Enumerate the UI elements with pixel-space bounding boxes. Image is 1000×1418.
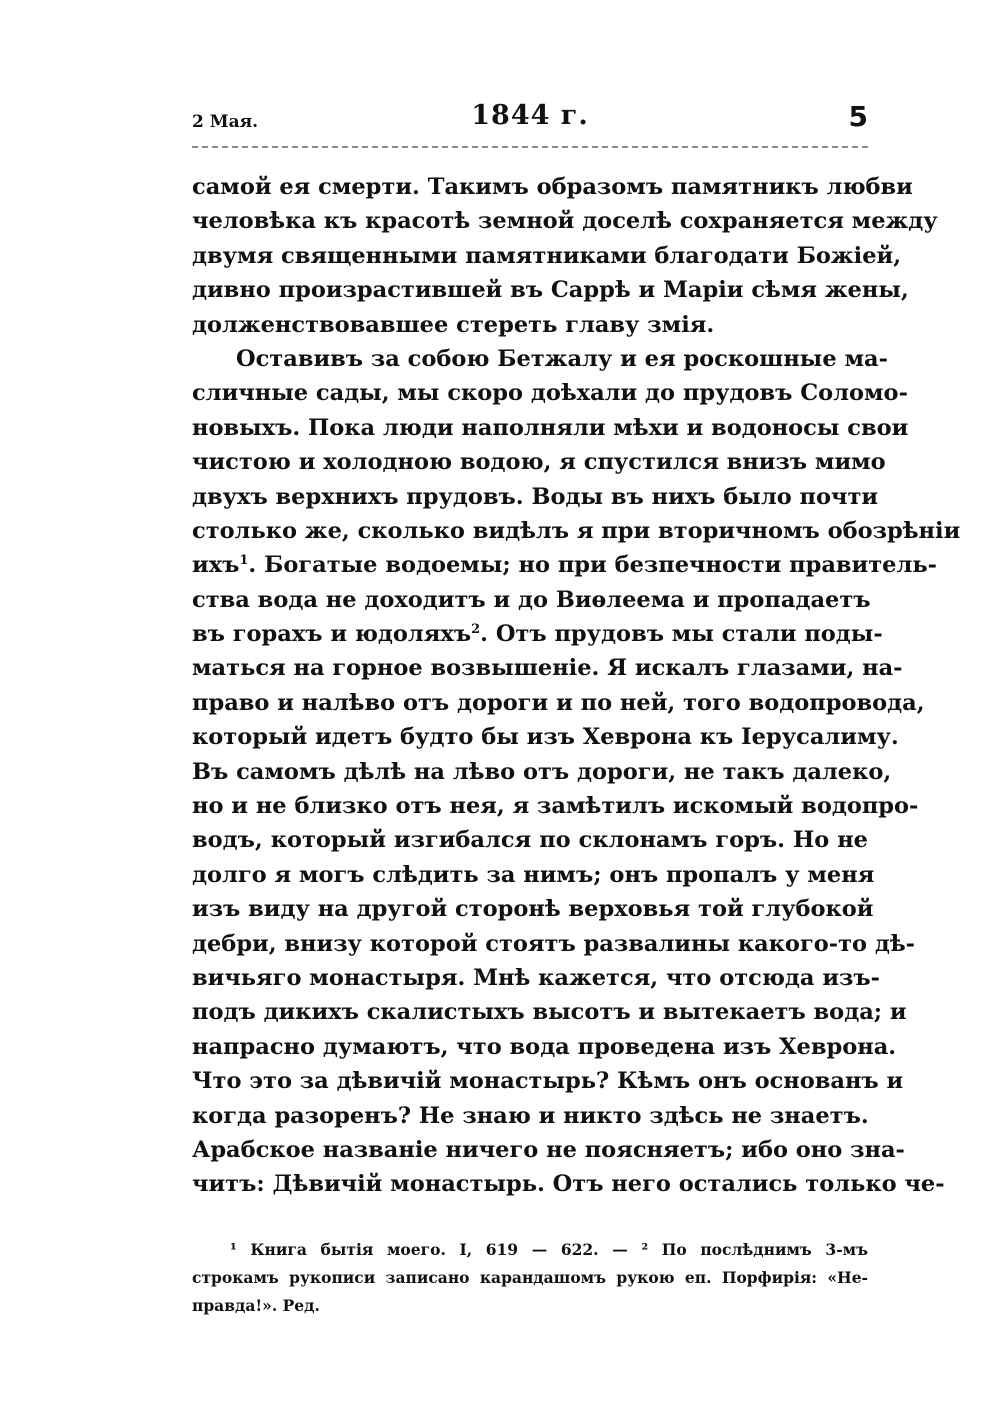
text-line: двухъ верхнихъ прудовъ. Воды въ нихъ было почти: [192, 483, 879, 510]
text-line: дебри, внизу которой стоятъ развалины какого-то дѣ-: [192, 930, 916, 957]
footnote-marker: ²: [641, 1240, 649, 1259]
text-fragment: въ горахъ и юдоляхъ: [192, 621, 472, 648]
header-date: 2 Мая.: [192, 112, 259, 132]
text-line: [192, 548, 937, 582]
header-year: 1844 г.: [471, 100, 589, 131]
body-text: [192, 170, 961, 1202]
text-line: долженствовавшее стереть главу змія.: [192, 311, 715, 338]
text-line: когда разоренъ? Не знаю и никто здѣсь не знаетъ.: [192, 1102, 869, 1129]
text-line: человѣка къ красотѣ земной доселѣ сохраняется между: [192, 208, 938, 235]
footnote-line: [192, 1236, 868, 1264]
footnote-mark: 1: [239, 553, 249, 569]
footnote-text: По послѣднимъ 3-мъ: [648, 1240, 868, 1259]
text-line: напрасно думаютъ, что вода проведена изъ Хеврона.: [192, 1033, 897, 1060]
text-line: двумя священными памятниками благодати Божіей,: [192, 242, 902, 269]
page-number: 5: [848, 100, 868, 133]
footnote-line: правда!». Ред.: [192, 1296, 320, 1315]
footnote-marker: ¹: [230, 1240, 237, 1259]
text-fragment: . Богатые водоемы; но при безпечности правитель-: [248, 552, 937, 579]
text-line: долго я могъ слѣдить за нимъ; онъ пропалъ у меня: [192, 861, 875, 888]
text-line: Въ самомъ дѣлѣ на лѣво отъ дороги, не такъ далеко,: [192, 758, 892, 785]
text-line: но и не близко отъ нея, я замѣтилъ искомый водопро-: [192, 793, 919, 820]
text-line: который идетъ будто бы изъ Хеврона къ Іерусалиму.: [192, 724, 899, 751]
footnote-text: Книга бытія моего. I, 619 — 622. —: [250, 1240, 642, 1259]
text-line: [192, 617, 883, 651]
text-line: право и налѣво отъ дороги и по ней, того водопровода,: [192, 689, 925, 716]
text-fragment: . Отъ прудовъ мы стали поды-: [480, 621, 883, 648]
header-rule: [192, 146, 868, 148]
footnote-mark: 2: [471, 622, 481, 638]
text-line: сличные сады, мы скоро доѣхали до прудовъ Соломо-: [192, 380, 908, 407]
text-fragment: ихъ: [192, 552, 240, 579]
text-line: самой ея смерти. Такимъ образомъ памятникъ любви: [192, 174, 913, 200]
text-line: дивно произрастившей въ Саррѣ и Маріи сѣмя жены,: [192, 277, 909, 304]
text-line: чистою и холодною водою, я спустился внизъ мимо: [192, 449, 886, 476]
text-line: читъ: Дѣвичій монастырь. Отъ него остались только че-: [192, 1171, 945, 1198]
text-line: подъ дикихъ скалистыхъ высотъ и вытекаетъ вода; и: [192, 999, 907, 1026]
text-line: Арабское названіе ничего не поясняетъ; ибо оно зна-: [192, 1136, 905, 1163]
text-line: вичьяго монастыря. Мнѣ кажется, что отсюда изъ-: [192, 964, 880, 991]
footnote-line: строкамъ рукописи записано карандашомъ рукою еп. Порфирія: «Не-: [192, 1268, 868, 1287]
running-head: [192, 100, 868, 140]
text-line: ства вода не доходитъ и до Виѳлеема и пропадаетъ: [192, 586, 871, 613]
text-line: Оставивъ за собою Бетжалу и ея роскошные ма-: [236, 345, 888, 372]
text-line: Что это за дѣвичій монастырь? Кѣмъ онъ основанъ и: [192, 1068, 904, 1095]
text-line: новыхъ. Пока люди наполняли мѣхи и водоносы свои: [192, 414, 909, 441]
text-line: изъ виду на другой сторонѣ верховья той глубокой: [192, 896, 874, 923]
text-line: столько же, сколько видѣлъ я при вторичномъ обозрѣніи: [192, 517, 961, 544]
text-line: водъ, который изгибался по склонамъ горъ. Но не: [192, 827, 868, 854]
footnotes: [192, 1236, 868, 1320]
text-line: маться на горное возвышеніе. Я искалъ глазами, на-: [192, 655, 903, 682]
